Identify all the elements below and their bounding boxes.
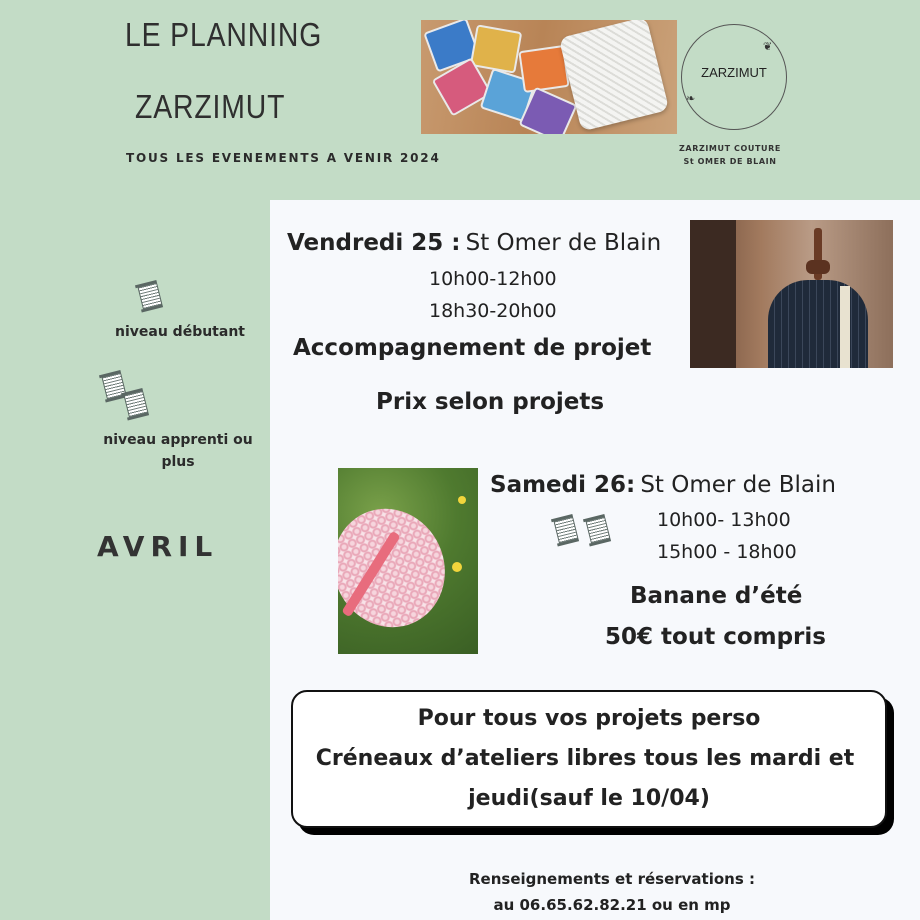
month-label: AVRIL — [97, 530, 219, 563]
header-photo — [421, 20, 677, 134]
event-1-title: Accompagnement de projet — [293, 335, 652, 361]
measuring-tape — [840, 286, 850, 368]
event-2-place: St Omer de Blain — [640, 472, 836, 498]
event-1-time-1: 10h00-12h00 — [429, 268, 557, 290]
event-2-day: Samedi 26 — [490, 472, 627, 498]
mannequin-neck — [806, 260, 830, 274]
bag-body — [338, 491, 464, 645]
contact-line-1: Renseignements et réservations : — [468, 870, 756, 888]
event-1-price: Prix selon projets — [376, 389, 605, 415]
callout-line-3: jeudi(sauf le 10/04) — [468, 786, 710, 811]
towel — [559, 20, 670, 131]
title-line-2: ZARZIMUT — [135, 88, 286, 125]
event-1-time-2: 18h30-20h00 — [429, 300, 557, 322]
callout-box — [291, 690, 887, 828]
level-beginner: niveau débutant — [115, 324, 245, 340]
callout-line-1: Pour tous vos projets perso — [417, 706, 761, 731]
level-apprentice: niveau apprenti ou plus — [103, 432, 253, 470]
mannequin-photo — [690, 220, 893, 368]
event-1-heading — [287, 230, 661, 256]
subtitle: TOUS LES EVENEMENTS A VENIR 2024 — [126, 151, 441, 165]
company-line-2: St OMER DE BLAIN — [683, 157, 777, 166]
spool-icon — [123, 390, 148, 418]
event-2-time-1: 10h00- 13h00 — [657, 509, 791, 531]
comic-tile — [470, 24, 523, 73]
event-1-day: Vendredi 25 — [287, 230, 444, 256]
mannequin-body — [768, 280, 868, 368]
event-1-place: St Omer de Blain — [465, 230, 662, 256]
leaf-icon: ❧ — [686, 92, 696, 105]
event-2-heading — [490, 472, 836, 498]
event-2-price: 50€ tout compris — [605, 624, 826, 650]
logo-name: ZARZIMUT — [701, 65, 767, 80]
spool-icon — [137, 282, 162, 310]
callout-line-2: Créneaux d’ateliers libres tous les mardi et — [315, 746, 855, 771]
event-2-separator: : — [626, 472, 636, 498]
event-2-time-2: 15h00 - 18h00 — [657, 541, 797, 563]
flower — [458, 496, 466, 504]
title-line-1: LE PLANNING — [125, 16, 323, 53]
event-2-title: Banane d’été — [630, 583, 803, 609]
photo-shadow — [690, 220, 736, 368]
flower — [452, 562, 462, 572]
company-name — [668, 142, 792, 168]
leaf-icon: ❦ — [763, 40, 773, 53]
event-1-separator: : — [443, 230, 461, 256]
company-line-1: ZARZIMUT COUTURE — [679, 144, 781, 153]
contact-line-2: au 06.65.62.82.21 ou en mp — [493, 896, 731, 914]
bag-photo — [338, 468, 478, 654]
